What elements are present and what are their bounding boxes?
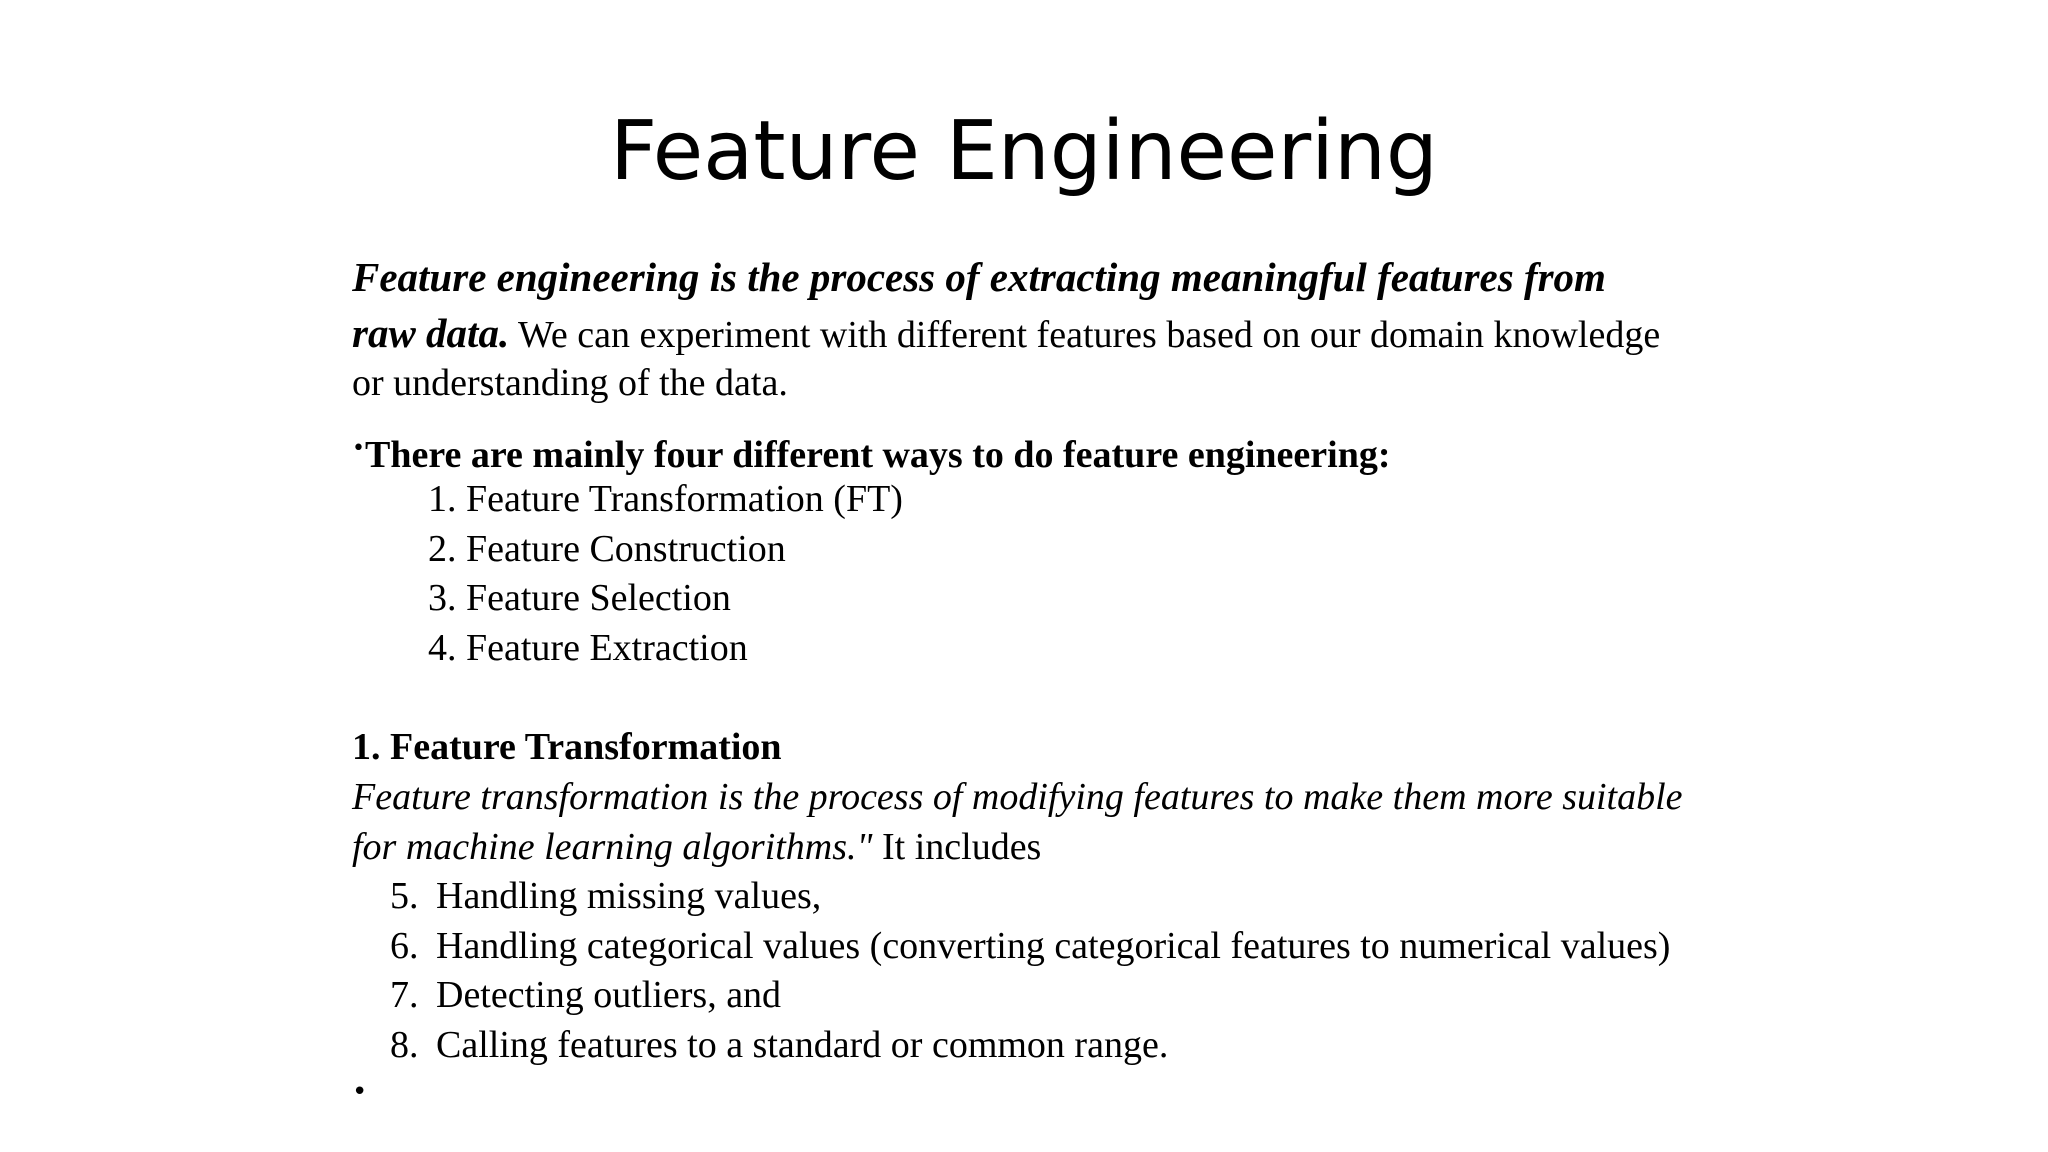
way-item: 4. Feature Extraction (428, 627, 748, 669)
bullet-icon: • (352, 1077, 368, 1107)
intro-line-2 (352, 308, 1660, 360)
section-definition-end: for machine learning algorithms." (352, 826, 873, 868)
bullet-icon: • (352, 436, 365, 461)
section-line-1 (352, 772, 1683, 822)
ways-heading: There are mainly four different ways to do feature engineering: (364, 434, 1391, 476)
slide-title: Feature Engineering (610, 104, 1438, 199)
bullet-heading-line (352, 424, 1391, 480)
step-text: Handling missing values, (436, 875, 822, 917)
step-number: 7. (390, 974, 419, 1016)
step-item (390, 921, 1670, 971)
intro-text-end: or understanding of the data. (352, 362, 788, 404)
step-item (390, 871, 821, 921)
step-item (390, 1020, 1168, 1070)
intro-line-1 (352, 252, 1606, 304)
step-text: Detecting outliers, and (436, 974, 782, 1016)
section-definition-text: Feature transformation is the process of modifying features to make them more suitable (352, 776, 1683, 818)
step-text: Calling features to a standard or common range. (436, 1024, 1169, 1066)
intro-definition-end: raw data. (352, 310, 510, 356)
step-number: 5. (390, 875, 419, 917)
step-number: 8. (390, 1024, 419, 1066)
trailing-bullet (352, 1067, 367, 1119)
section-heading: 1. Feature Transformation (352, 726, 782, 768)
section-text: It includes (882, 826, 1042, 868)
intro-definition-text: Feature engineering is the process of extracting meaningful features from (352, 254, 1606, 300)
way-item: 3. Feature Selection (428, 577, 731, 619)
step-text: Handling categorical values (converting categorical features to numerical values) (436, 925, 1671, 967)
way-item: 2. Feature Construction (428, 528, 786, 570)
step-number: 6. (390, 925, 419, 967)
step-item (390, 970, 781, 1020)
intro-text: We can experiment with different features based on our domain knowledge (518, 314, 1661, 356)
way-item: 1. Feature Transformation (FT) (428, 478, 903, 520)
intro-line-3 (352, 358, 788, 408)
section-line-2 (352, 822, 1041, 872)
